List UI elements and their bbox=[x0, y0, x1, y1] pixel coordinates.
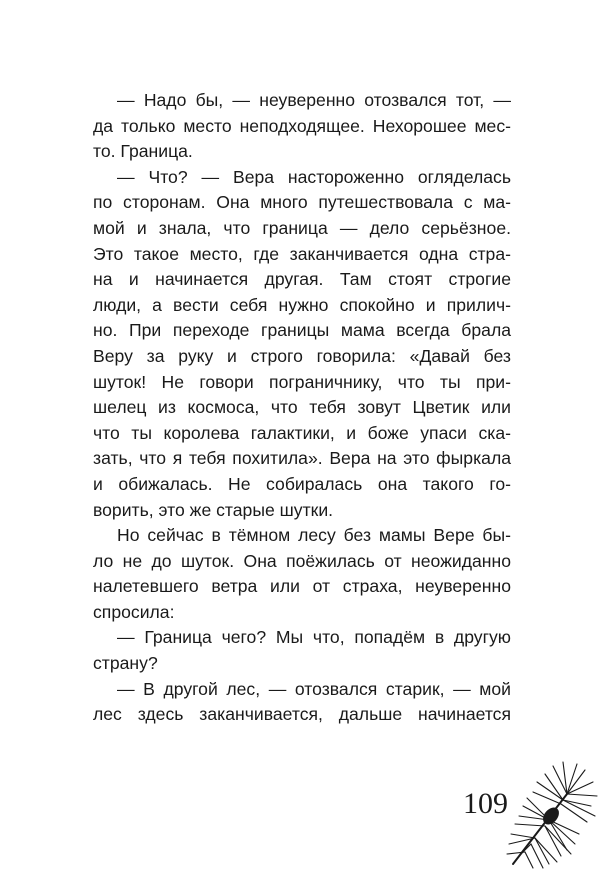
text-line: лес здесь заканчивается, дальше начинается bbox=[93, 704, 511, 725]
text-line: зать, что я тебя похитила». Вера на это фыркала bbox=[93, 448, 511, 469]
pine-branch-icon bbox=[505, 760, 600, 870]
text-line: — Граница чего? Мы что, попадём в другую bbox=[117, 627, 511, 648]
text-line: страну? bbox=[93, 653, 158, 674]
body-text bbox=[93, 88, 511, 728]
page-number: 109 bbox=[463, 787, 508, 820]
text-line: мой и знала, что граница — дело серьёзное. bbox=[93, 217, 511, 238]
text-line: налетевшего ветра или от страха, неуверенно bbox=[93, 576, 511, 597]
text-line: по сторонам. Она много путешествовала с ма- bbox=[93, 192, 511, 213]
text-line: на и начинается другая. Там стоят строгие bbox=[93, 269, 511, 290]
text-line: — Надо бы, — неуверенно отозвался тот, — bbox=[117, 90, 511, 110]
text-line: — В другой лес, — отозвался старик, — мой bbox=[117, 678, 511, 699]
text-line: и обижалась. Не собиралась она такого го- bbox=[93, 473, 511, 494]
text-line: ло не до шуток. Она поёжилась от неожиданно bbox=[93, 550, 511, 571]
text-line: шуток! Не говори пограничнику, что ты при- bbox=[93, 371, 511, 392]
text-line: ворить, это же старые шутки. bbox=[93, 499, 334, 520]
text-line: спросила: bbox=[93, 601, 175, 622]
text-line: люди, а вести себя нужно спокойно и прилич- bbox=[93, 294, 511, 315]
text-line: да только место неподходящее. Нехорошее мес- bbox=[93, 115, 511, 136]
text-line: Веру за руку и строго говорила: «Давай без bbox=[93, 345, 511, 366]
text-line: шелец из космоса, что тебя зовут Цветик или bbox=[93, 397, 511, 418]
text-line: Но сейчас в тёмном лесу без мамы Вере бы- bbox=[117, 525, 511, 546]
text-line: но. При переходе границы мама всегда брала bbox=[93, 320, 511, 341]
text-line: то. Граница. bbox=[93, 141, 193, 162]
text-line: что ты королева галактики, и боже упаси ска- bbox=[93, 422, 511, 443]
text-line: Это такое место, где заканчивается одна стра- bbox=[93, 243, 511, 264]
text-line: — Что? — Вера настороженно огляделась bbox=[117, 166, 511, 187]
